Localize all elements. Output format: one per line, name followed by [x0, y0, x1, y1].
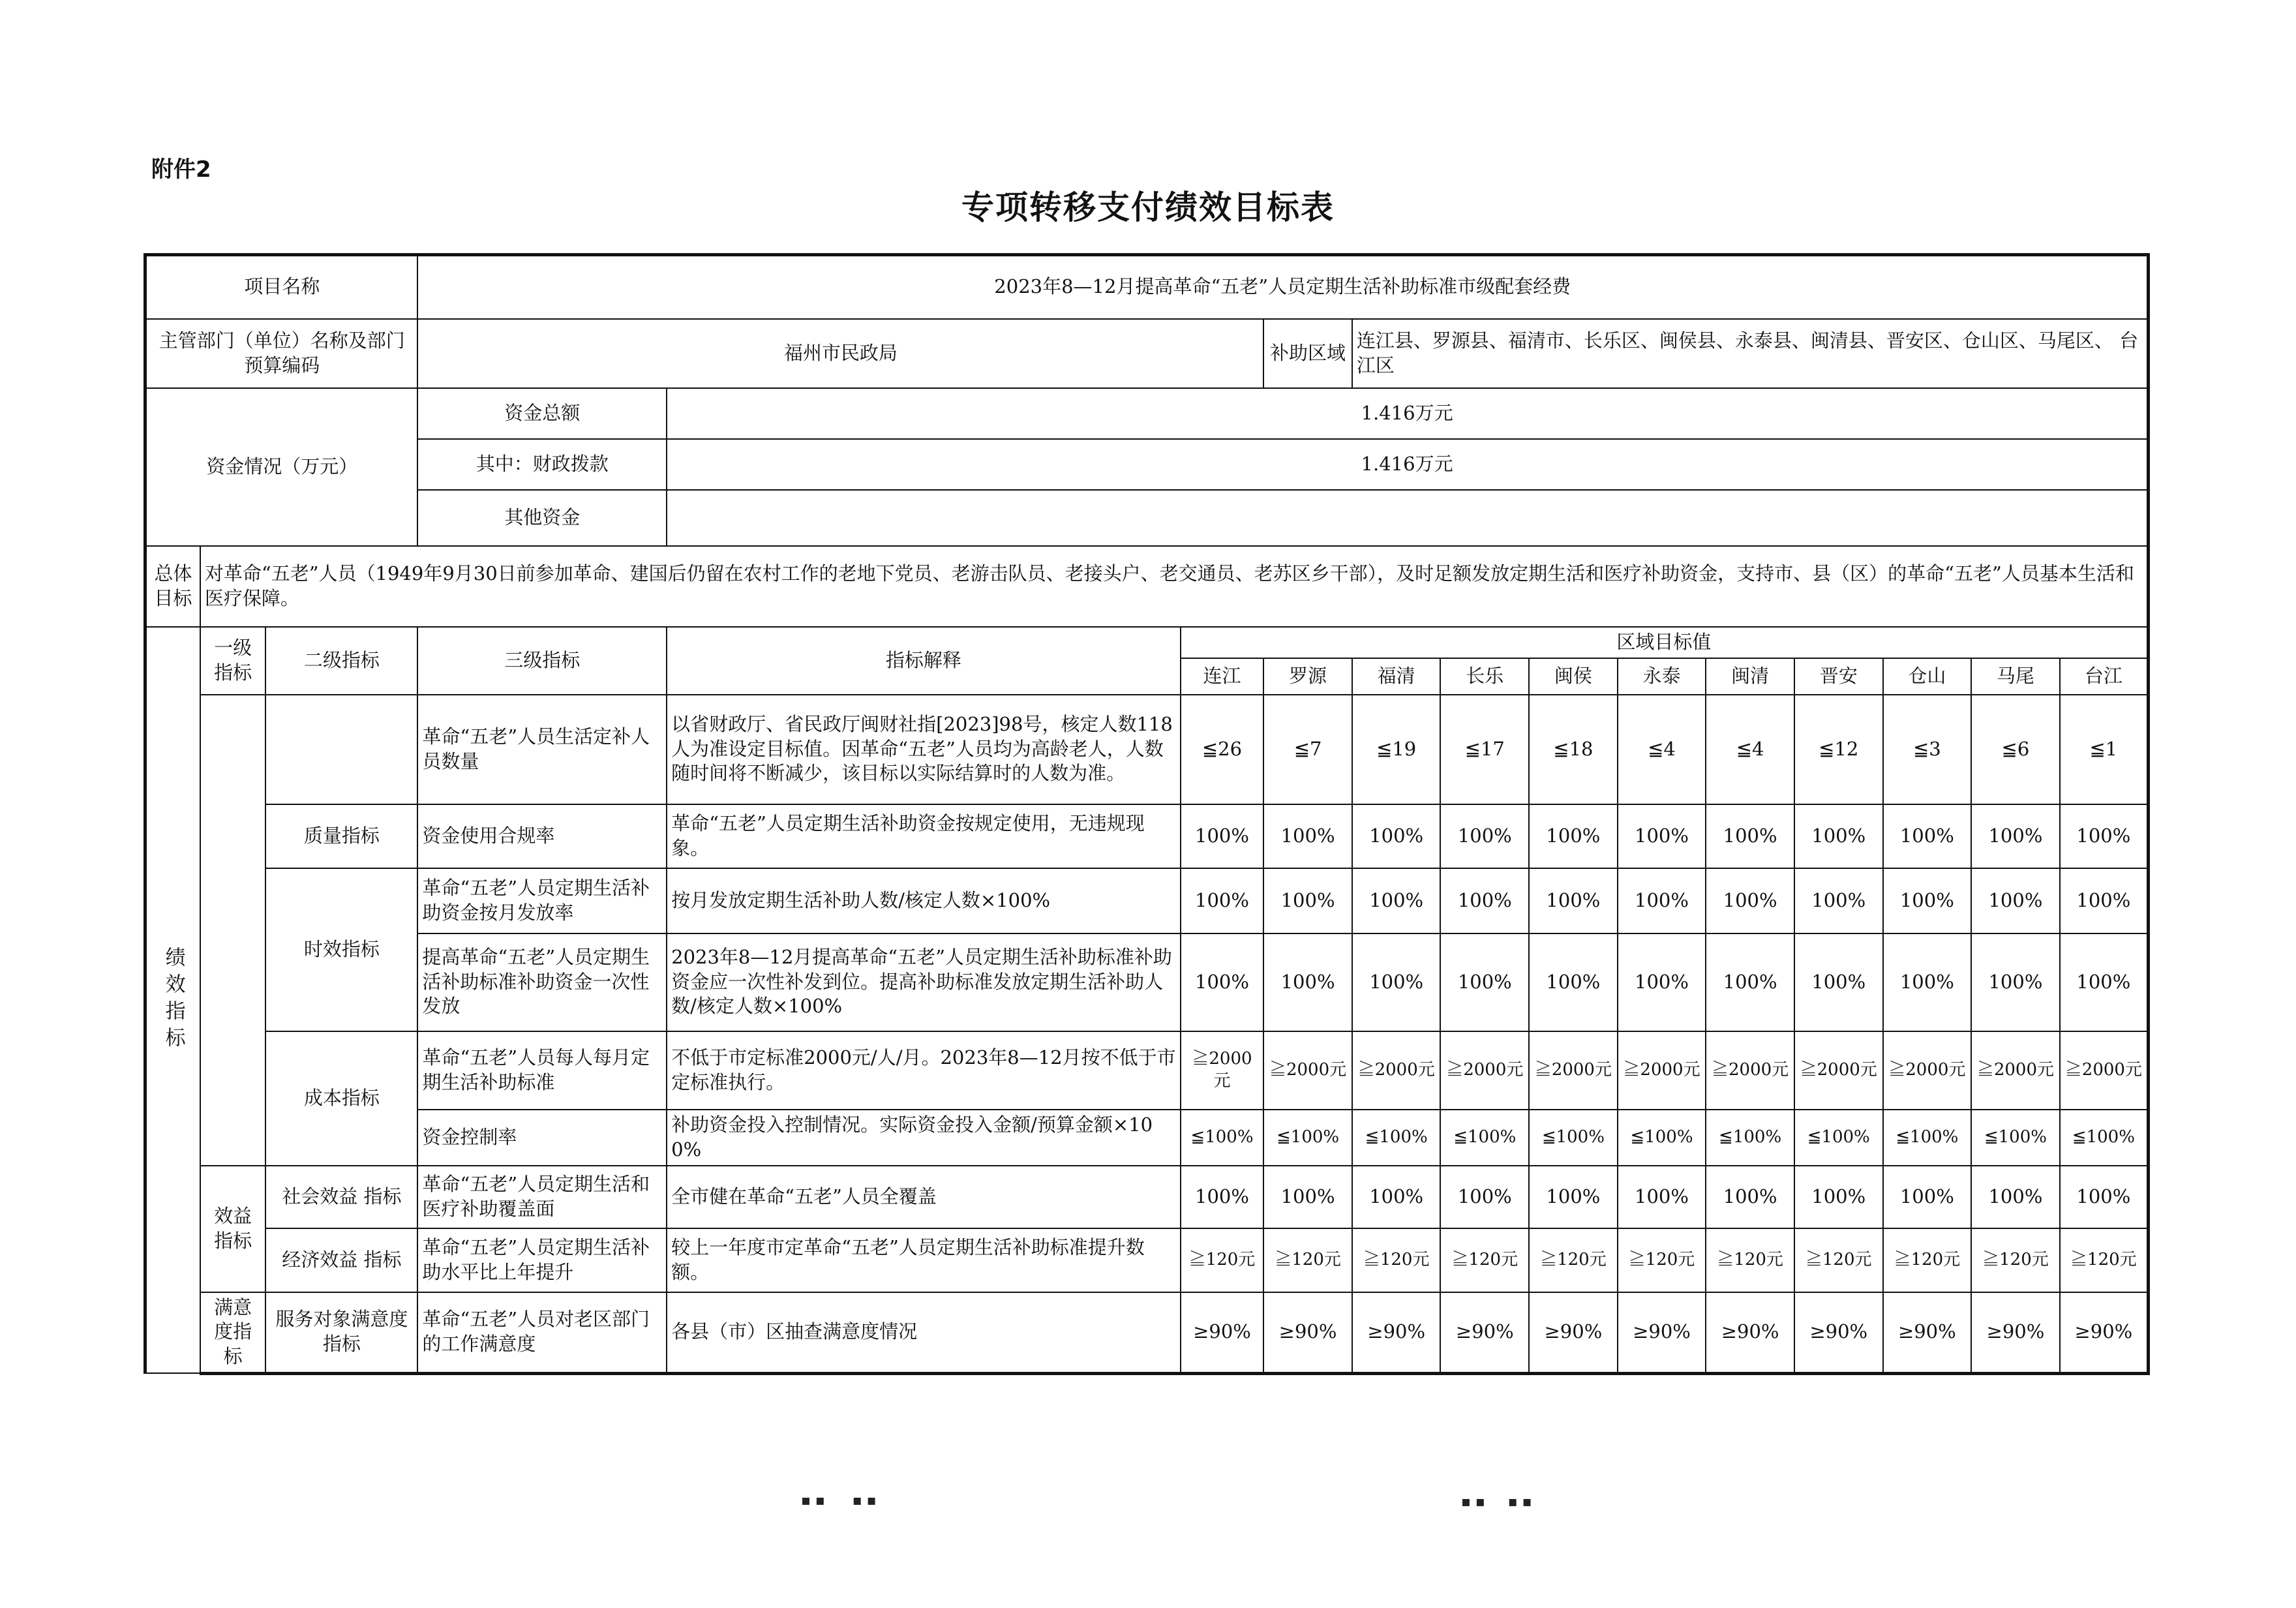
region-header: 长乐	[1440, 658, 1529, 695]
target-value: ≧2000元	[1181, 1031, 1264, 1110]
target-value: 100%	[1529, 933, 1618, 1031]
target-value: 100%	[1883, 804, 1972, 868]
target-value: 100%	[1263, 804, 1352, 868]
target-value: ≦100%	[1706, 1110, 1794, 1166]
region-header: 台江	[2060, 658, 2149, 695]
target-value: ≦19	[1352, 695, 1441, 804]
level2-social: 社会效益 指标	[265, 1166, 417, 1228]
target-value: ≧2000元	[1706, 1031, 1794, 1110]
target-value: ≧120元	[2060, 1228, 2149, 1292]
target-value: ≧120元	[1971, 1228, 2060, 1292]
fiscal-fund-label: 其中：财政拨款	[417, 439, 667, 490]
indicator-name: 资金使用合规率	[417, 804, 667, 868]
indicator-explanation: 不低于市定标准2000元/人/月。2023年8—12月按不低于市定标准执行。	[667, 1031, 1181, 1110]
indicator-explanation: 补助资金投入控制情况。实际资金投入金额/预算金额×100%	[667, 1110, 1181, 1166]
performance-target-table	[144, 253, 2150, 1375]
row-department	[145, 319, 2149, 388]
target-value: 100%	[1263, 868, 1352, 933]
region-header: 闽清	[1706, 658, 1794, 695]
table-row	[145, 1292, 2149, 1374]
indicator-explanation: 较上一年度市定革命“五老”人员定期生活补助标准提升数额。	[667, 1228, 1181, 1292]
indicator-name: 革命“五老”人员对老区部门的工作满意度	[417, 1292, 667, 1374]
table-row	[145, 1166, 2149, 1228]
target-value: ≧2000元	[1440, 1031, 1529, 1110]
target-value: ≧2000元	[2060, 1031, 2149, 1110]
target-value: 100%	[1440, 804, 1529, 868]
table-row	[145, 804, 2149, 868]
table-row	[145, 933, 2149, 1031]
target-value: 100%	[1181, 1166, 1264, 1228]
target-value: ≥90%	[1440, 1292, 1529, 1374]
table-row	[145, 1031, 2149, 1110]
level2-quality: 质量指标	[265, 804, 417, 868]
target-value: ≧120元	[1883, 1228, 1972, 1292]
target-value: ≥90%	[1883, 1292, 1972, 1374]
target-value: ≥90%	[1971, 1292, 2060, 1374]
target-value: ≦100%	[1529, 1110, 1618, 1166]
target-value: ≦100%	[1352, 1110, 1441, 1166]
target-value: 100%	[1618, 804, 1706, 868]
indicator-name: 革命“五老”人员每人每月定期生活补助标准	[417, 1031, 667, 1110]
target-value: 100%	[2060, 804, 2149, 868]
target-value: 100%	[1794, 868, 1883, 933]
target-value: ≧120元	[1181, 1228, 1264, 1292]
department-value: 福州市民政局	[417, 319, 1263, 388]
target-value: ≥90%	[1181, 1292, 1264, 1374]
target-value: ≧120元	[1440, 1228, 1529, 1292]
target-value: ≦6	[1971, 695, 2060, 804]
table-row	[145, 1110, 2149, 1166]
indicator-name: 革命“五老”人员定期生活补助水平比上年提升	[417, 1228, 667, 1292]
row-fiscal-fund	[145, 439, 2149, 490]
target-value: 100%	[1971, 1166, 2060, 1228]
subsidy-area-value: 连江县、罗源县、福清市、长乐区、闽侯县、永泰县、闽清县、晋安区、仓山区、马尾区、 台江区	[1352, 319, 2149, 388]
indicator-explanation: 按月发放定期生活补助人数/核定人数×100%	[667, 868, 1181, 933]
target-value: ≧120元	[1706, 1228, 1794, 1292]
level2-timeliness: 时效指标	[265, 868, 417, 1031]
row-other-fund	[145, 490, 2149, 546]
target-value: ≦18	[1529, 695, 1618, 804]
indicator-name: 革命“五老”人员定期生活补助资金按月发放率	[417, 868, 667, 933]
target-value: ≧120元	[1618, 1228, 1706, 1292]
target-value: ≧120元	[1352, 1228, 1441, 1292]
target-value: 100%	[1440, 868, 1529, 933]
target-value: ≧2000元	[1971, 1031, 2060, 1110]
total-fund-label: 资金总额	[417, 388, 667, 439]
region-header: 晋安	[1794, 658, 1883, 695]
target-value: ≥90%	[1794, 1292, 1883, 1374]
indicator-explanation: 革命“五老”人员定期生活补助资金按规定使用，无违规现象。	[667, 804, 1181, 868]
target-value: 100%	[1440, 1166, 1529, 1228]
scan-artifact: ▪ ▪ ▪ ▪	[801, 1493, 877, 1509]
overall-goal-label: 总体目标	[145, 546, 200, 627]
target-value: 100%	[1971, 868, 2060, 933]
overall-goal-text: 对革命“五老”人员（1949年9月30日前参加革命、建国后仍留在农村工作的老地下党员、老游击队员、老接头户、老交通员、老苏区乡干部），及时足额发放定期生活和医疗补助资金，支持市、县（区）的革命“五老”人员基本生活和医疗保障。	[200, 546, 2149, 627]
target-value: 100%	[1971, 933, 2060, 1031]
level1-header: 一级指标	[200, 627, 265, 695]
target-value: ≦17	[1440, 695, 1529, 804]
fiscal-fund-value: 1.416万元	[667, 439, 2148, 490]
target-value: ≦100%	[1181, 1110, 1264, 1166]
table-row	[145, 868, 2149, 933]
level2-service-satisfaction: 服务对象满意度指标	[265, 1292, 417, 1374]
target-value: ≥90%	[1618, 1292, 1706, 1374]
target-value: ≧120元	[1529, 1228, 1618, 1292]
target-value: 100%	[2060, 1166, 2149, 1228]
target-value: ≧120元	[1263, 1228, 1352, 1292]
indicator-explanation: 各县（市）区抽查满意度情况	[667, 1292, 1181, 1374]
total-fund-value: 1.416万元	[667, 388, 2148, 439]
region-header: 连江	[1181, 658, 1264, 695]
target-value: ≦4	[1618, 695, 1706, 804]
target-value: ≥90%	[2060, 1292, 2149, 1374]
region-header: 福清	[1352, 658, 1441, 695]
target-value: 100%	[1352, 1166, 1441, 1228]
project-name-value: 2023年8—12月提高革命“五老”人员定期生活补助标准市级配套经费	[417, 255, 2148, 319]
target-value: 100%	[1706, 868, 1794, 933]
region-header: 罗源	[1263, 658, 1352, 695]
level2-quantity-cell	[265, 695, 417, 804]
indicator-name: 资金控制率	[417, 1110, 667, 1166]
indicator-explanation: 2023年8—12月提高革命“五老”人员定期生活补助标准补助资金应一次性补发到位。提高补助标准发放定期生活补助人数/核定人数×100%	[667, 933, 1181, 1031]
target-value: ≦3	[1883, 695, 1972, 804]
performance-indicators-label: 绩效指标	[145, 627, 200, 1374]
target-value: ≧2000元	[1263, 1031, 1352, 1110]
level2-cost: 成本指标	[265, 1031, 417, 1166]
indicator-name: 革命“五老”人员生活定补人员数量	[417, 695, 667, 804]
target-value: ≦100%	[2060, 1110, 2149, 1166]
target-value: ≧120元	[1794, 1228, 1883, 1292]
explanation-header: 指标解释	[667, 627, 1181, 695]
other-fund-value	[667, 490, 2148, 546]
target-value: 100%	[1971, 804, 2060, 868]
target-value: 100%	[1181, 804, 1264, 868]
level1-satisfaction: 满意度指标	[200, 1292, 265, 1374]
target-value: ≦100%	[1971, 1110, 2060, 1166]
indicator-explanation: 全市健在革命“五老”人员全覆盖	[667, 1166, 1181, 1228]
level2-header: 二级指标	[265, 627, 417, 695]
target-value: ≦100%	[1263, 1110, 1352, 1166]
level1-benefit: 效益指标	[200, 1166, 265, 1292]
target-value: 100%	[1181, 933, 1264, 1031]
target-value: 100%	[1529, 804, 1618, 868]
target-value: ≧2000元	[1794, 1031, 1883, 1110]
indicator-name: 提高革命“五老”人员定期生活补助标准补助资金一次性发放	[417, 933, 667, 1031]
row-total-fund	[145, 388, 2149, 439]
target-value: 100%	[1263, 1166, 1352, 1228]
target-value: 100%	[1618, 1166, 1706, 1228]
target-value: 100%	[1706, 804, 1794, 868]
target-value: ≦100%	[1618, 1110, 1706, 1166]
page-title: 专项转移支付绩效目标表	[961, 189, 1335, 226]
target-value: 100%	[1352, 868, 1441, 933]
subsidy-area-label: 补助区域	[1263, 319, 1352, 388]
target-value: ≦4	[1706, 695, 1794, 804]
row-project-name	[145, 255, 2149, 319]
indicator-explanation: 以省财政厅、省民政厅闽财社指[2023]98号，核定人数118人为准设定目标值。因革命“五老”人员均为高龄老人，人数随时间将不断减少，该目标以实际结算时的人数为准。	[667, 695, 1181, 804]
target-value: 100%	[2060, 933, 2149, 1031]
target-value: ≦100%	[1440, 1110, 1529, 1166]
target-value: 100%	[1529, 1166, 1618, 1228]
target-value: 100%	[1794, 933, 1883, 1031]
target-value: ≥90%	[1706, 1292, 1794, 1374]
department-label: 主管部门（单位）名称及部门预算编码	[145, 319, 418, 388]
indicator-name: 革命“五老”人员定期生活和医疗补助覆盖面	[417, 1166, 667, 1228]
target-value: 100%	[1883, 868, 1972, 933]
scan-artifact: ▪ ▪ ▪ ▪	[1461, 1494, 1532, 1510]
row-overall-goal	[145, 546, 2149, 627]
project-name-label: 项目名称	[145, 255, 418, 319]
attachment-label: 附件2	[151, 157, 211, 183]
target-value: ≥90%	[1529, 1292, 1618, 1374]
funding-label: 资金情况（万元）	[145, 388, 418, 546]
target-value: 100%	[1618, 868, 1706, 933]
target-value: ≦7	[1263, 695, 1352, 804]
level3-header: 三级指标	[417, 627, 667, 695]
target-value: 100%	[1618, 933, 1706, 1031]
table-row	[145, 1228, 2149, 1292]
other-fund-label: 其他资金	[417, 490, 667, 546]
row-indicator-header-1	[145, 627, 2149, 658]
region-header: 马尾	[1971, 658, 2060, 695]
target-value: 100%	[1883, 933, 1972, 1031]
level2-economic: 经济效益 指标	[265, 1228, 417, 1292]
level1-output-cell	[200, 695, 265, 1166]
target-value: ≦26	[1181, 695, 1264, 804]
target-value: ≥90%	[1263, 1292, 1352, 1374]
target-value: 100%	[1529, 868, 1618, 933]
target-value: 100%	[1181, 868, 1264, 933]
target-value: ≧2000元	[1618, 1031, 1706, 1110]
target-value: ≧2000元	[1529, 1031, 1618, 1110]
region-header: 永泰	[1618, 658, 1706, 695]
target-value: 100%	[1263, 933, 1352, 1031]
target-value: 100%	[1352, 804, 1441, 868]
table-row	[145, 695, 2149, 804]
region-header: 闽侯	[1529, 658, 1618, 695]
target-value: 100%	[1706, 1166, 1794, 1228]
target-value: 100%	[2060, 868, 2149, 933]
target-value: ≧2000元	[1352, 1031, 1441, 1110]
target-value: ≦12	[1794, 695, 1883, 804]
target-value: 100%	[1883, 1166, 1972, 1228]
target-value: 100%	[1440, 933, 1529, 1031]
region-header: 仓山	[1883, 658, 1972, 695]
target-value: 100%	[1794, 804, 1883, 868]
target-value: ≦100%	[1883, 1110, 1972, 1166]
target-value: 100%	[1352, 933, 1441, 1031]
target-value: ≧2000元	[1883, 1031, 1972, 1110]
target-value: 100%	[1706, 933, 1794, 1031]
regional-target-header: 区域目标值	[1181, 627, 2149, 658]
target-value: 100%	[1794, 1166, 1883, 1228]
target-value: ≦100%	[1794, 1110, 1883, 1166]
target-value: ≥90%	[1352, 1292, 1441, 1374]
target-value: ≦1	[2060, 695, 2149, 804]
